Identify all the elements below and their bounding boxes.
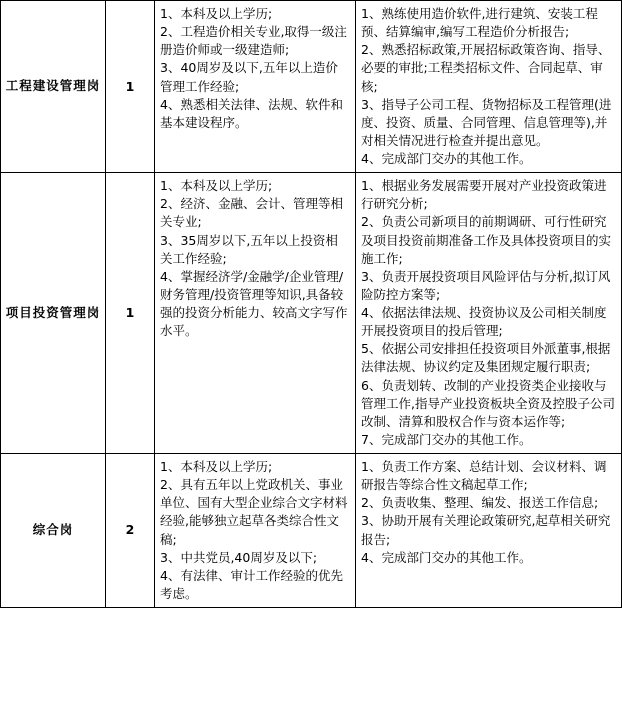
duty-item: 7、完成部门交办的其他工作。: [361, 431, 532, 447]
duty-item: 1、熟练使用造价软件,进行建筑、安装工程预、结算编审,编写工程造价分析报告;: [361, 6, 598, 40]
requirement-item: 1、本科及以上学历;: [160, 178, 273, 194]
duty-item: 3、负责开展投资项目风险评估与分析,拟订风险防控方案等;: [361, 268, 611, 302]
duty-item: 4、完成部门交办的其他工作。: [361, 549, 532, 565]
position-name-cell: [1, 173, 106, 454]
requirement-item: 4、掌握经济学/金融学/企业管理/财务管理/投资管理等知识,具备较强的投资分析能力、较高文字写作水平。: [160, 268, 348, 339]
duty-item: 1、负责工作方案、总结计划、会议材料、调研报告等综合性文稿起草工作;: [361, 459, 607, 493]
requirement-item: 3、40周岁及以下,五年以上造价管理工作经验;: [160, 60, 338, 94]
requirements-list: [160, 5, 350, 132]
position-name: 综合岗: [32, 522, 74, 538]
requirements-cell: [155, 454, 356, 608]
duties-list: [361, 458, 616, 567]
table-row: [1, 173, 622, 454]
headcount-cell: 2: [106, 454, 155, 608]
duty-item: 6、负责划转、改制的产业投资类企业接收与管理工作,指导产业投资板块全资及控股子公司改制、清算和股权合作与资本运作等;: [361, 377, 615, 429]
requirements-list: [160, 458, 350, 603]
requirement-item: 2、工程造价相关专业,取得一级注册造价师或一级建造师;: [160, 24, 347, 58]
headcount-cell: 1: [106, 1, 155, 173]
requirements-cell: [155, 173, 356, 454]
duties-cell: [356, 454, 622, 608]
duties-list: [361, 177, 616, 449]
table-row: [1, 1, 622, 173]
requirement-item: 4、熟悉相关法律、法规、软件和基本建设程序。: [160, 96, 343, 130]
position-name-cell: [1, 1, 106, 173]
requirement-item: 4、有法律、审计工作经验的优先考虑。: [160, 567, 343, 601]
position-name: 项目投资管理岗: [5, 304, 101, 320]
duty-item: 4、完成部门交办的其他工作。: [361, 151, 532, 166]
requirement-item: 3、中共党员,40周岁及以下;: [160, 549, 318, 565]
duty-item: 1、根据业务发展需要开展对产业投资政策进行研究分析;: [361, 178, 607, 212]
headcount-cell: 1: [106, 173, 155, 454]
duty-item: 2、负责收集、整理、编发、报送工作信息;: [361, 495, 599, 511]
duty-item: 2、负责公司新项目的前期调研、可行性研究及项目投资前期准备工作及具体投资项目的实施工作;: [361, 214, 612, 266]
requirement-item: 2、经济、金融、会计、管理等相关专业;: [160, 196, 343, 230]
duties-cell: [356, 1, 622, 173]
table-row: [1, 454, 622, 608]
duties-list: [361, 5, 616, 168]
requirements-cell: [155, 1, 356, 173]
requirement-item: 3、35周岁以下,五年以上投资相关工作经验;: [160, 232, 338, 266]
position-name: 工程建设管理岗: [5, 78, 101, 94]
duty-item: 2、熟悉招标政策,开展招标政策咨询、指导、必要的审批;工程类招标文件、合同起草、审核;: [361, 42, 611, 94]
position-name-cell: [1, 454, 106, 608]
requirement-item: 2、具有五年以上党政机关、事业单位、国有大型企业综合文字材料经验,能够独立起草各类综合性文稿;: [160, 477, 348, 547]
table-body: [1, 1, 622, 608]
requirements-list: [160, 177, 350, 340]
requirement-item: 1、本科及以上学历;: [160, 459, 273, 474]
duty-item: 4、依据法律法规、投资协议及公司相关制度开展投资项目的投后管理;: [361, 305, 607, 339]
duty-item: 3、协助开展有关理论政策研究,起草相关研究报告;: [361, 513, 611, 547]
duty-item: 5、依据公司安排担任投资项目外派董事,根据法律法规、协议约定及集团规定履行职责;: [361, 341, 611, 375]
duties-cell: [356, 173, 622, 454]
duty-item: 3、指导子公司工程、货物招标及工程管理(进度、投资、质量、合同管理、信息管理等),并对相关情况进行检查并提出意见。: [361, 96, 612, 148]
requirement-item: 1、本科及以上学历;: [160, 6, 273, 21]
